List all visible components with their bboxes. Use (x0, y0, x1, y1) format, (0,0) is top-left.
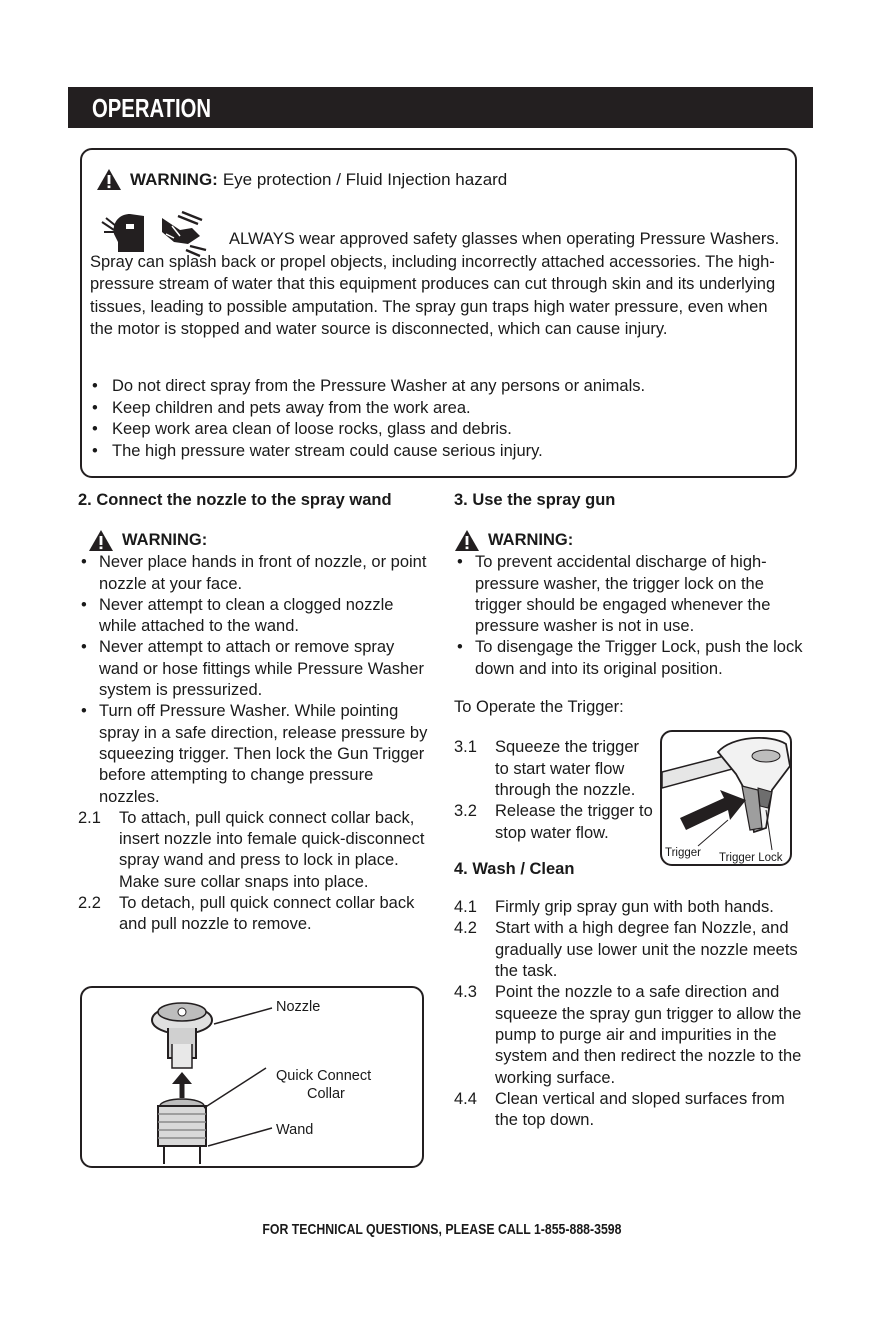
trigger-steps (454, 737, 654, 843)
footer-text: FOR TECHNICAL QUESTIONS, PLEASE CALL 1-855-888-3598 (261, 1221, 622, 1238)
list-item: • Never attempt to attach or remove spray wand or hose fittings while Pressure Washer system is pressurized. (78, 637, 428, 701)
wash-steps (454, 897, 804, 1131)
step-item (454, 897, 804, 918)
step-number: 4.1 (454, 898, 477, 917)
sub-warning-heading (88, 529, 428, 552)
warning-bullet-list (78, 552, 428, 808)
trigger-label: Trigger (665, 847, 701, 859)
warning-triangle-icon (88, 529, 114, 552)
warning-triangle-icon (96, 168, 122, 191)
step-number: 2.2 (78, 894, 101, 913)
collar-label: Collar (307, 1086, 345, 1102)
warning-triangle-icon (454, 529, 480, 552)
step-number: 3.2 (454, 802, 477, 821)
list-item: • Turn off Pressure Washer. While pointing spray in a safe direction, release pressure by squeezing trigger. Then lock the Gun Trigger before attempting to change pressure nozzles. (78, 701, 428, 807)
step-text: Release the trigger to stop water flow. (495, 802, 653, 842)
list-item: • Do not direct spray from the Pressure Washer at any persons or animals. (90, 376, 645, 398)
quick-connect-label: Quick Connect (276, 1068, 372, 1084)
step-number: 4.4 (454, 1089, 477, 1108)
warning-label: WARNING: (122, 531, 208, 550)
section-title: 4. Wash / Clean (454, 859, 575, 878)
step-text: Firmly grip spray gun with both hands. (495, 898, 774, 917)
step-item (454, 918, 804, 982)
list-item: • Keep work area clean of loose rocks, glass and debris. (90, 419, 645, 441)
list-item: • To disengage the Trigger Lock, push the lock down and into its original position. (454, 637, 804, 680)
list-item: • The high pressure water stream could cause serious injury. (90, 441, 645, 463)
trigger-intro: To Operate the Trigger: (454, 698, 624, 717)
step-item (454, 737, 654, 801)
section-connect-nozzle (78, 490, 428, 936)
step-text: Start with a high degree fan Nozzle, and gradually use lower unit the nozzle meets the task. (495, 919, 798, 981)
trigger-diagram (660, 730, 792, 866)
step-text: Clean vertical and sloped surfaces from the top down. (495, 1089, 785, 1130)
step-number: 4.3 (454, 983, 477, 1002)
footer-contact (0, 1221, 883, 1238)
warning-heading-text: Eye protection / Fluid Injection hazard (222, 169, 508, 189)
warning-label: WARNING: (488, 531, 574, 550)
section-title: 3. Use the spray gun (454, 491, 616, 509)
step-item (454, 1089, 804, 1132)
spray-gun-trigger-illustration (662, 732, 790, 864)
section-title: 2. Connect the nozzle to the spray wand (78, 491, 392, 509)
wand-label: Wand (276, 1122, 314, 1138)
warning-bullet-list (90, 376, 645, 462)
list-item: • To prevent accidental discharge of high-pressure washer, the trigger lock on the trigger should be engaged whenever the pressure washer is not in use. (454, 552, 804, 637)
step-text: Point the nozzle to a safe direction and squeeze the spray gun trigger to allow the pump to purge air and impurities in the system and then redirect the nozzle to the working surface. (495, 983, 802, 1087)
page-title: OPERATION (92, 93, 212, 123)
list-item: • Never attempt to clean a clogged nozzle while attached to the wand. (78, 595, 428, 638)
step-text: To detach, pull quick connect collar back and pull nozzle to remove. (119, 894, 415, 934)
nozzle-label: Nozzle (276, 999, 321, 1015)
warning-label: WARNING: (130, 169, 218, 189)
step-number: 3.1 (454, 738, 477, 757)
step-text: To attach, pull quick connect collar back, insert nozzle into female quick-disconnect spray wand and press to lock in place. Make sure collar snaps into place. (119, 808, 425, 891)
list-item: • Never place hands in front of nozzle, or point nozzle at your face. (78, 552, 428, 595)
warning-paragraph-text: ALWAYS wear approved safety glasses when operating Pressure Washers. Spray can splash back or propel objects, including incorrectly attached accessories. The high-pressure stream of water that this equipment produces can cut through skin and its underlying tissues, leading to possible amputation. The spray gun traps high water pressure, even when the motor is stopped and water source is disconnected, which can cause injury. (90, 230, 780, 338)
warning-heading (96, 168, 507, 191)
warning-bullet-list (454, 552, 804, 680)
step-item (454, 801, 654, 844)
step-item (78, 808, 428, 893)
step-item (454, 982, 804, 1088)
step-number: 4.2 (454, 919, 477, 938)
step-text: Squeeze the trigger to start water flow through the nozzle. (495, 738, 640, 799)
eye-protection-warning-box (80, 148, 797, 478)
nozzle-diagram (80, 986, 424, 1168)
warning-paragraph (90, 228, 792, 341)
section-banner (68, 87, 813, 128)
list-item: • Keep children and pets away from the work area. (90, 398, 645, 420)
sub-warning-heading (454, 529, 804, 552)
trigger-lock-label: Trigger Lock (719, 852, 783, 864)
step-item (78, 893, 428, 936)
step-number: 2.1 (78, 808, 101, 827)
